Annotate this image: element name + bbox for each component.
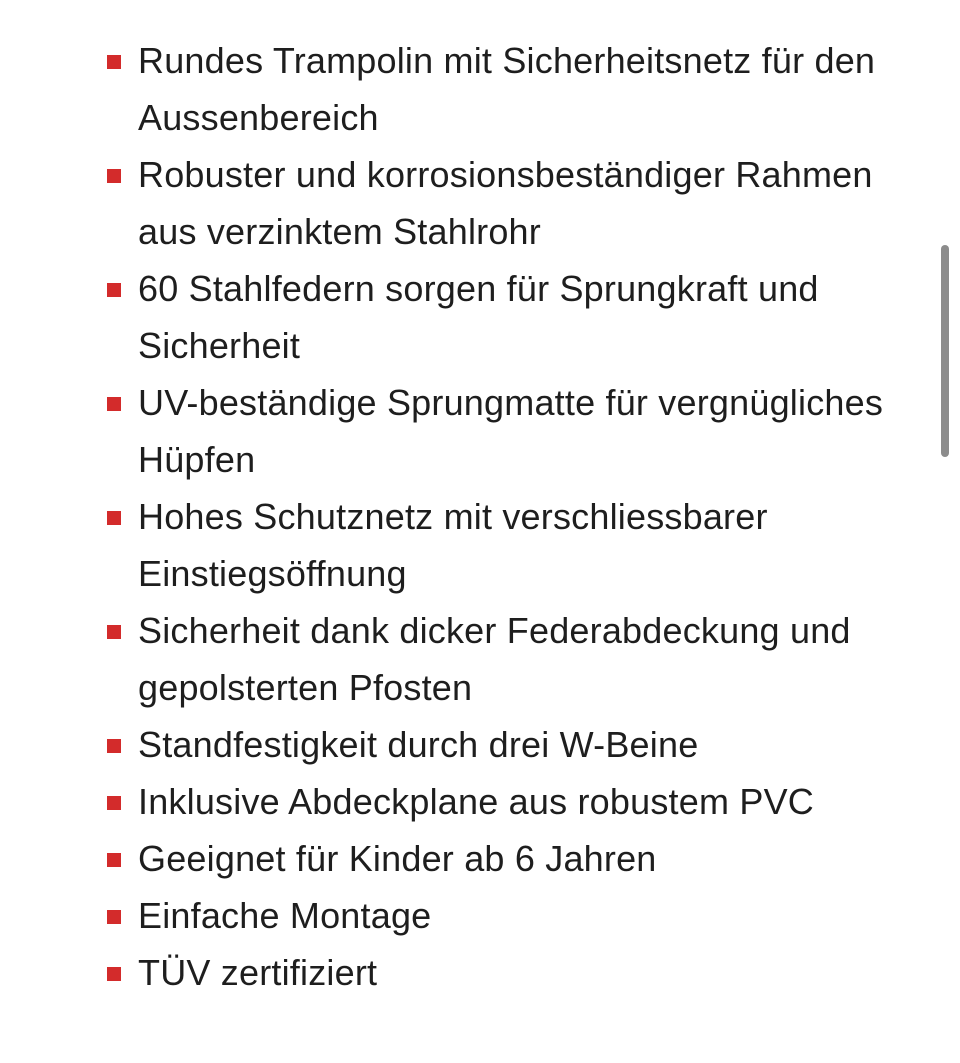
- square-bullet-icon: [107, 796, 121, 810]
- feature-list: [0, 32, 900, 1001]
- square-bullet-icon: [107, 910, 121, 924]
- feature-item-round-trampoline: [0, 32, 900, 146]
- feature-item-springs: [0, 260, 900, 374]
- square-bullet-icon: [107, 397, 121, 411]
- feature-item-spring-cover: [0, 602, 900, 716]
- vertical-scrollbar[interactable]: [941, 245, 949, 457]
- square-bullet-icon: [107, 853, 121, 867]
- feature-item-w-legs: [0, 716, 900, 773]
- feature-text: Robuster und korrosionsbeständiger Rahmen aus verzinktem Stahlrohr: [138, 154, 873, 252]
- feature-item-cover-tarp: [0, 773, 900, 830]
- feature-text: Hohes Schutznetz mit verschliessbarer Einstiegsöffnung: [138, 496, 768, 594]
- square-bullet-icon: [107, 739, 121, 753]
- feature-text: Standfestigkeit durch drei W-Beine: [138, 724, 699, 765]
- feature-item-jump-mat: [0, 374, 900, 488]
- feature-text: Inklusive Abdeckplane aus robustem PVC: [138, 781, 814, 822]
- feature-text: 60 Stahlfedern sorgen für Sprungkraft und Sicherheit: [138, 268, 819, 366]
- square-bullet-icon: [107, 625, 121, 639]
- square-bullet-icon: [107, 55, 121, 69]
- feature-item-certification: [0, 944, 900, 1001]
- square-bullet-icon: [107, 169, 121, 183]
- square-bullet-icon: [107, 511, 121, 525]
- feature-item-assembly: [0, 887, 900, 944]
- feature-text: Einfache Montage: [138, 895, 432, 936]
- feature-text: TÜV zertifiziert: [138, 952, 378, 993]
- feature-item-safety-net: [0, 488, 900, 602]
- square-bullet-icon: [107, 967, 121, 981]
- feature-text: Geeignet für Kinder ab 6 Jahren: [138, 838, 657, 879]
- feature-item-age: [0, 830, 900, 887]
- feature-text: UV-beständige Sprungmatte für vergnügliches Hüpfen: [138, 382, 884, 480]
- square-bullet-icon: [107, 283, 121, 297]
- feature-text: Rundes Trampolin mit Sicherheitsnetz für den Aussenbereich: [138, 40, 876, 138]
- feature-item-frame: [0, 146, 900, 260]
- feature-text: Sicherheit dank dicker Federabdeckung und gepolsterten Pfosten: [138, 610, 851, 708]
